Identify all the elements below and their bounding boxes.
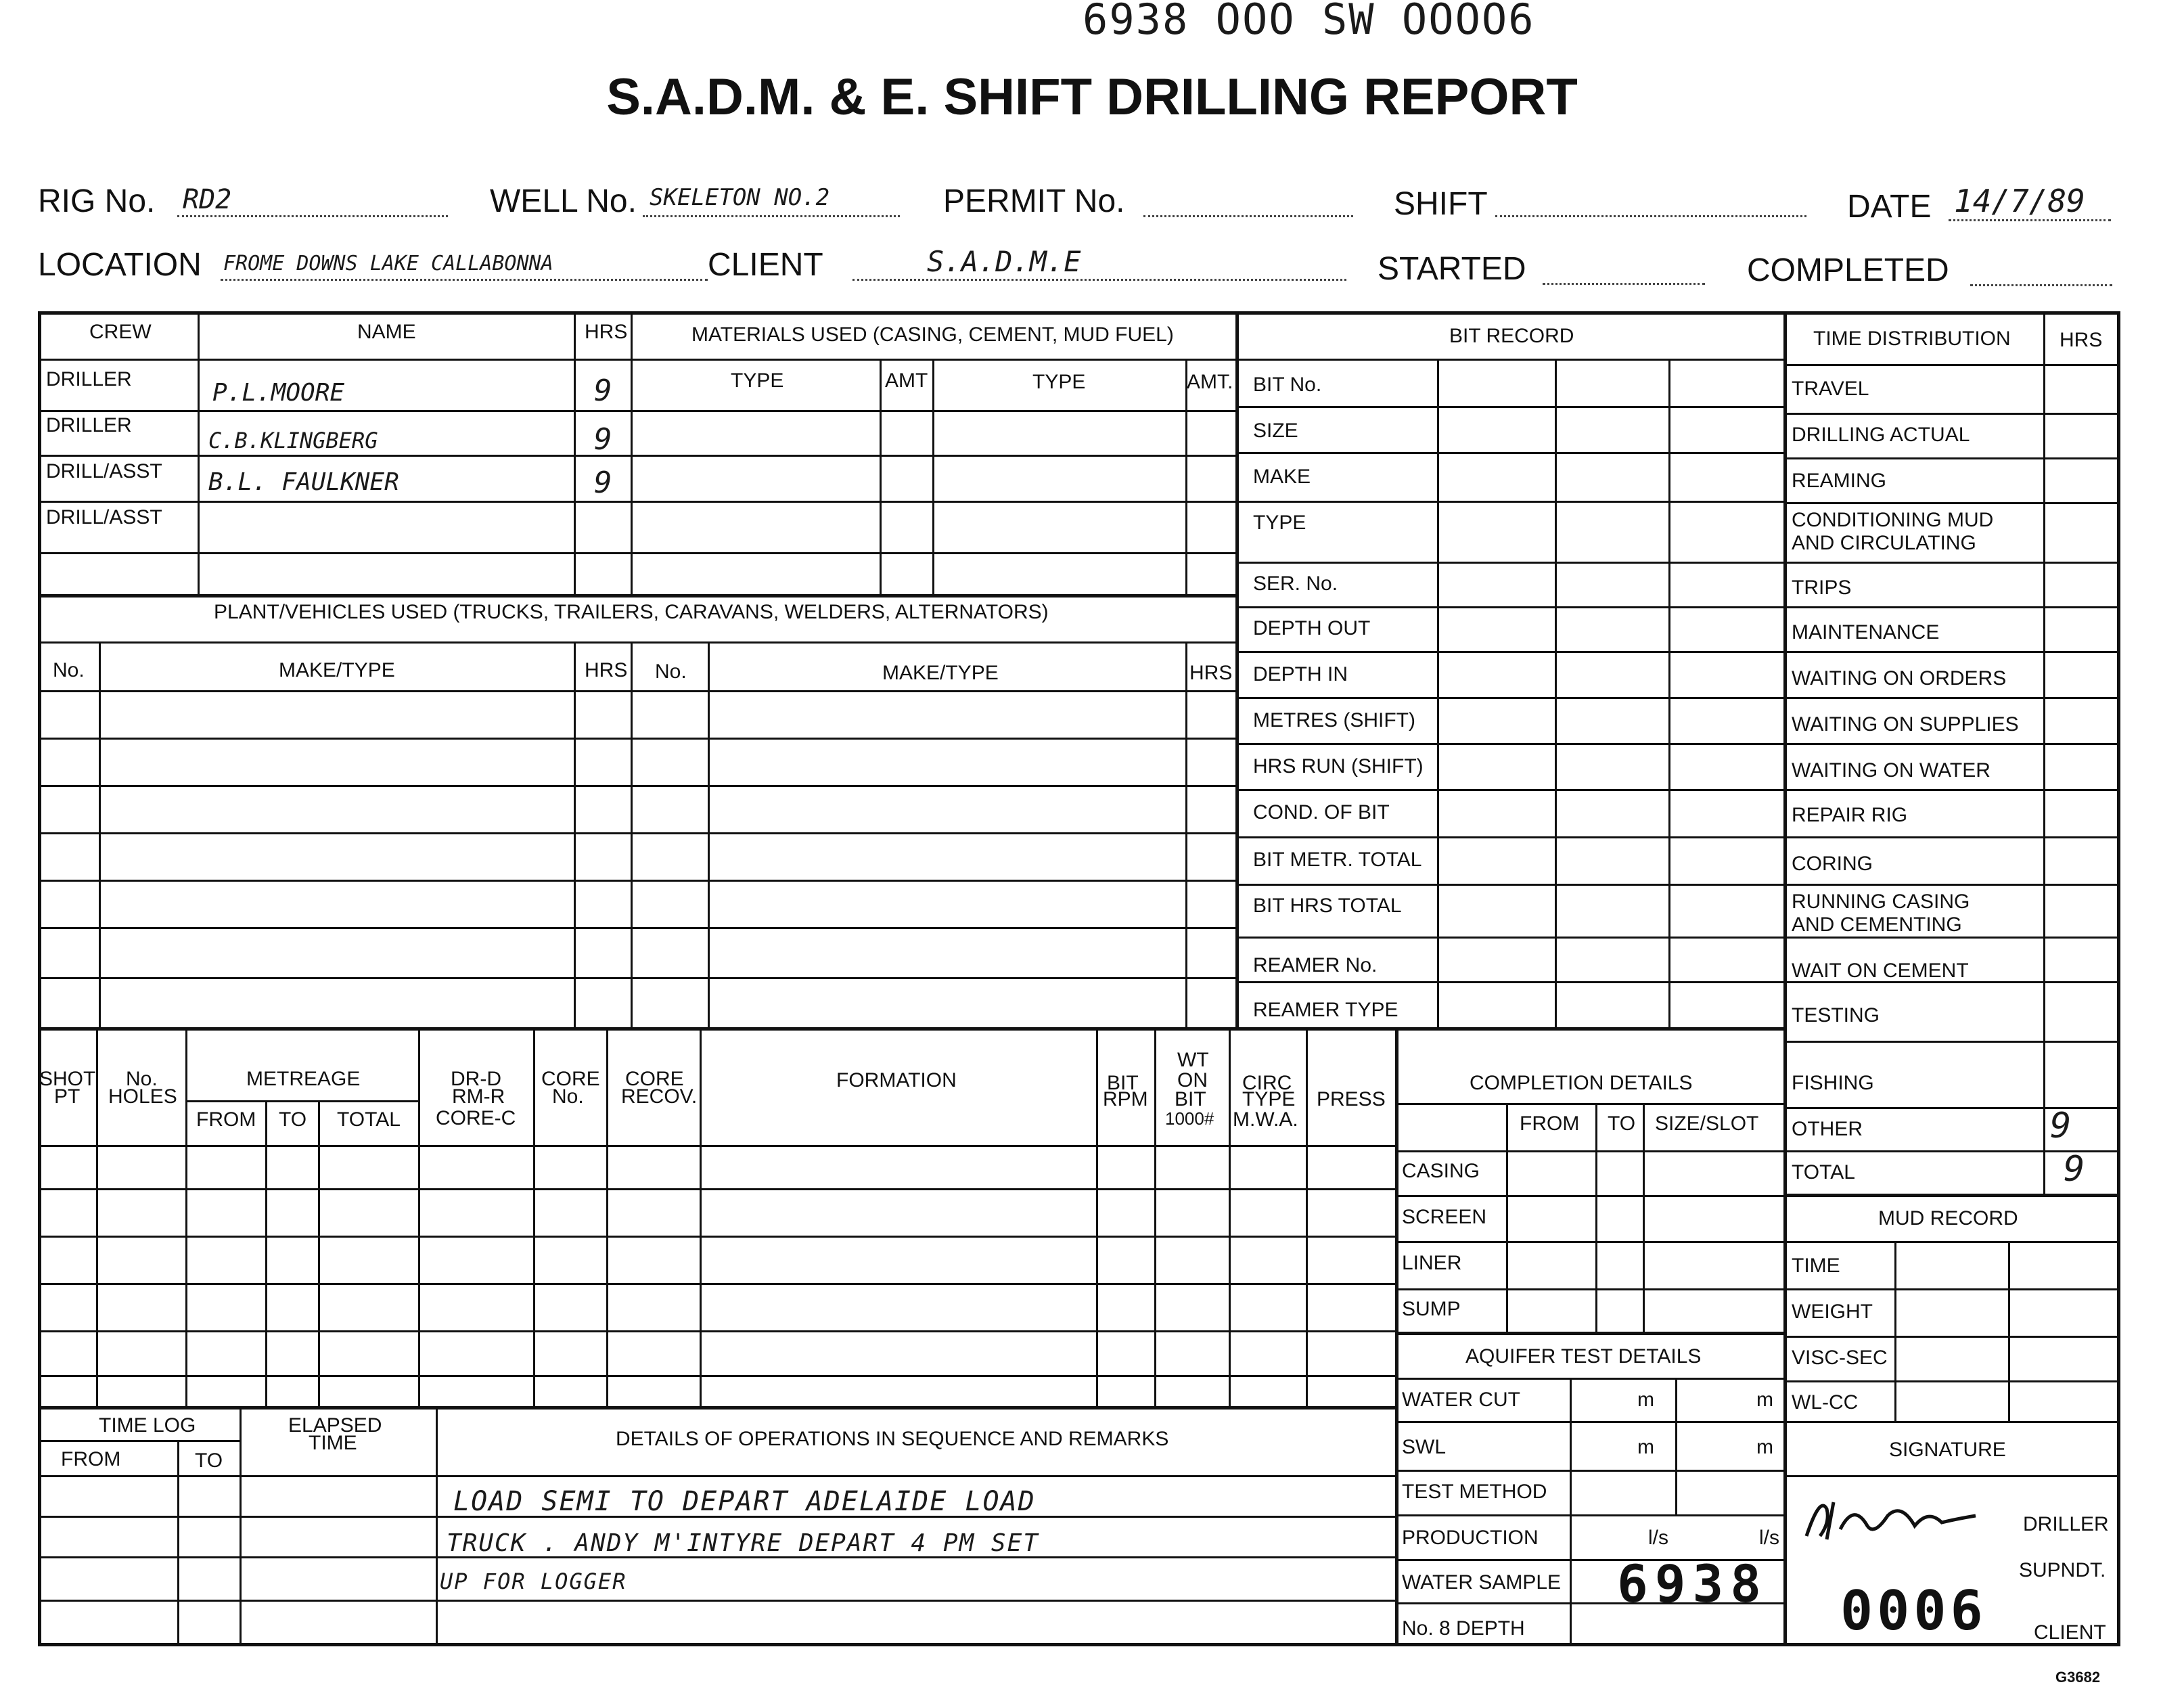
drd-header: DR-D [451,1068,501,1090]
details-header: DETAILS OF OPERATIONS IN SEQUENCE AND REMARKS [616,1428,1169,1450]
completion-casing: CASING [1402,1160,1480,1182]
plant-no-2: No. [655,660,687,683]
td-orders: WAITING ON ORDERS [1792,667,2007,690]
td-casing2: AND CEMENTING [1792,914,1962,936]
completion-screen: SCREEN [1402,1206,1487,1228]
crew-header: CREW [89,321,152,343]
handwritten-reference: 6938 OOO SW OOOO6 [1083,0,1535,44]
completion-size: SIZE/SLOT [1655,1112,1759,1135]
td-reaming: REAMING [1792,470,1887,492]
bit-row-serno: SER. No. [1253,572,1338,595]
circ-header: CIRC [1242,1072,1292,1094]
td-coring: CORING [1792,853,1873,875]
aquifer-ls2: l/s [1759,1527,1779,1549]
td-repair: REPAIR RIG [1792,804,1908,826]
bit-row-cond: COND. OF BIT [1253,801,1390,824]
no-header: No. [126,1068,158,1090]
materials-header: MATERIALS USED (CASING, CEMENT, MUD FUEL) [691,323,1174,346]
bit-record-header: BIT RECORD [1449,325,1574,347]
timelog-to: TO [195,1449,223,1472]
rmr-header: RM-R [452,1085,505,1108]
location-label: LOCATION [38,247,202,283]
press-header: PRESS [1317,1088,1386,1110]
td-total: TOTAL [1792,1161,1855,1183]
td-total-hrs[interactable]: 9 [2064,1149,2085,1190]
mud-visc: VISC-SEC [1792,1347,1888,1369]
remark-line-2[interactable]: TRUCK . ANDY M'INTYRE DEPART 4 PM SET [447,1529,1039,1557]
aquifer-testmethod: TEST METHOD [1402,1481,1547,1503]
bit-row-reamerno: REAMER No. [1253,954,1378,976]
bit-row-hrsrun: HRS RUN (SHIFT) [1253,755,1424,777]
td-cond2: AND CIRCULATING [1792,532,1976,554]
time-dist-hrs-header: HRS [2060,329,2103,351]
td-supplies: WAITING ON SUPPLIES [1792,713,2019,736]
date-label: DATE [1847,189,1932,225]
mud-weight: WEIGHT [1792,1301,1873,1323]
bit-row-metres: METRES (SHIFT) [1253,709,1415,731]
date-value[interactable]: 14/7/89 [1954,183,2085,219]
name-header: NAME [357,321,416,343]
bit2-header: BIT [1175,1088,1206,1110]
mud-time: TIME [1792,1255,1840,1277]
crew-name-1[interactable]: P.L.MOORE [212,379,345,407]
formation-header: FORMATION [836,1069,957,1091]
client-label: CLIENT [708,247,823,283]
materials-type-header: TYPE [731,369,784,392]
core2-header: CORE [625,1068,684,1090]
crew-role-2: DRILLER [46,414,132,436]
timelog-from: FROM [61,1448,121,1470]
client-value[interactable]: S.A.D.M.E [927,245,1081,278]
crew-hrs-1[interactable]: 9 [594,374,612,408]
bit-row-depthin: DEPTH IN [1253,663,1348,685]
completion-to: TO [1608,1112,1636,1135]
td-fishing: FISHING [1792,1072,1874,1094]
td-maint: MAINTENANCE [1792,621,1940,644]
shift-label: SHIFT [1394,186,1488,222]
rig-label: RIG No. [38,183,156,219]
aquifer-swl: SWL [1402,1436,1447,1458]
crew-name-3[interactable]: B.L. FAULKNER [208,468,399,496]
rpm-header: RPM [1103,1088,1148,1110]
completion-header: COMPLETION DETAILS [1470,1072,1693,1094]
aquifer-m3: m [1637,1436,1654,1458]
time-dist-header: TIME DISTRIBUTION [1813,328,2011,350]
remark-line-1[interactable]: LOAD SEMI TO DEPART ADELAIDE LOAD [453,1486,1036,1517]
mud-wl: WL-CC [1792,1391,1859,1414]
coreno-header: No. [552,1085,584,1108]
bit-row-metrtotal: BIT METR. TOTAL [1253,849,1422,871]
aquifer-watercut: WATER CUT [1402,1389,1520,1411]
td-travel: TRAVEL [1792,378,1869,400]
completion-from: FROM [1520,1112,1580,1135]
well-value[interactable]: SKELETON NO.2 [650,184,830,211]
crew-role-1: DRILLER [46,368,132,390]
bit-row-type: TYPE [1253,512,1306,534]
plant-make-1: MAKE/TYPE [279,659,395,681]
plant-hrs-1: HRS [585,659,628,681]
hrs-header: HRS [585,321,628,343]
aquifer-m4: m [1756,1436,1773,1458]
wt-header: WT [1177,1049,1209,1071]
td-cement: WAIT ON CEMENT [1792,960,1969,982]
from-header: FROM [196,1108,256,1131]
bit-row-bitno: BIT No. [1253,374,1322,396]
core-header: CORE [541,1068,600,1090]
aquifer-watersample: WATER SAMPLE [1402,1571,1562,1594]
driller-signature [1800,1489,2003,1550]
corec-header: CORE-C [436,1107,516,1129]
bit-row-reamertype: REAMER TYPE [1253,999,1398,1021]
crew-name-2[interactable]: C.B.KLINGBERG [208,428,378,453]
total-header: TOTAL [337,1108,401,1131]
elapsed-time-header: TIME [309,1432,357,1454]
td-drilling: DRILLING ACTUAL [1792,424,1970,446]
rig-value[interactable]: RD2 [183,184,232,215]
crew-hrs-3[interactable]: 9 [594,466,612,500]
crew-role-3: DRILL/ASST [46,460,162,482]
signature-driller: DRILLER [2023,1513,2109,1535]
report-title: S.A.D.M. & E. SHIFT DRILLING REPORT [606,68,1578,126]
completion-sump: SUMP [1402,1298,1461,1320]
elapsed-header: ELAPSED [288,1414,382,1437]
aquifer-production: PRODUCTION [1402,1527,1539,1549]
bit-header: BIT [1107,1072,1139,1094]
mwa-header: M.W.A. [1233,1108,1298,1131]
crew-hrs-2[interactable]: 9 [594,422,612,457]
recov-header: RECOV. [621,1085,698,1108]
crew-role-4: DRILL/ASST [46,506,162,528]
shot-header: SHOT [39,1068,96,1090]
signature-header: SIGNATURE [1889,1439,2006,1461]
remark-line-3[interactable]: UP FOR LOGGER [440,1569,627,1594]
plant-hrs-2: HRS [1189,662,1233,684]
bit-row-size: SIZE [1253,420,1298,442]
to-header: TO [279,1108,307,1131]
on-header: ON [1177,1069,1208,1091]
materials-type2-header: TYPE [1032,371,1086,393]
metreage-header: METREAGE [246,1068,361,1090]
aquifer-depth: No. 8 DEPTH [1402,1617,1525,1640]
aquifer-ls1: l/s [1648,1527,1668,1549]
materials-amt-header: AMT [885,369,928,392]
td-casing1: RUNNING CASING [1792,890,1970,913]
completed-label: COMPLETED [1747,252,1949,288]
plant-no-1: No. [53,659,85,681]
plant-header: PLANT/VEHICLES USED (TRUCKS, TRAILERS, CARAVANS, WELDERS, ALTERNATORS) [214,601,1049,623]
materials-amt2-header: AMT. [1187,371,1233,393]
bit-row-make: MAKE [1253,466,1311,488]
circtype-header: TYPE [1242,1088,1296,1110]
bit-row-hrstotal: BIT HRS TOTAL [1253,895,1402,917]
signature-client: CLIENT [2034,1621,2106,1644]
water-sample-number: 6938 [1617,1554,1769,1614]
bit-row-depthout: DEPTH OUT [1253,617,1371,639]
stamp-number: 0006 [1840,1579,1987,1642]
form-code: G3682 [2055,1669,2101,1686]
plant-make-2: MAKE/TYPE [882,662,999,684]
well-label: WELL No. [490,183,637,219]
aquifer-header: AQUIFER TEST DETAILS [1465,1345,1702,1368]
td-trips: TRIPS [1792,577,1852,599]
td-water: WAITING ON WATER [1792,759,1990,782]
signature-supndt: SUPNDT. [2019,1559,2106,1581]
td-other: OTHER [1792,1118,1863,1140]
started-label: STARTED [1378,251,1526,287]
location-value[interactable]: FROME DOWNS LAKE CALLABONNA [223,252,553,275]
completion-liner: LINER [1402,1252,1462,1274]
pt-header: PT [54,1085,81,1108]
aquifer-m1: m [1637,1389,1654,1411]
holes-header: HOLES [108,1085,177,1108]
aquifer-m2: m [1756,1389,1773,1411]
mud-header: MUD RECORD [1878,1207,2018,1230]
td-other-hrs[interactable]: 9 [2050,1106,2072,1146]
timelog-header: TIME LOG [99,1414,196,1437]
k-header: 1000# [1165,1108,1214,1129]
td-testing: TESTING [1792,1004,1880,1027]
td-cond1: CONDITIONING MUD [1792,509,1994,531]
permit-label: PERMIT No. [943,183,1125,219]
